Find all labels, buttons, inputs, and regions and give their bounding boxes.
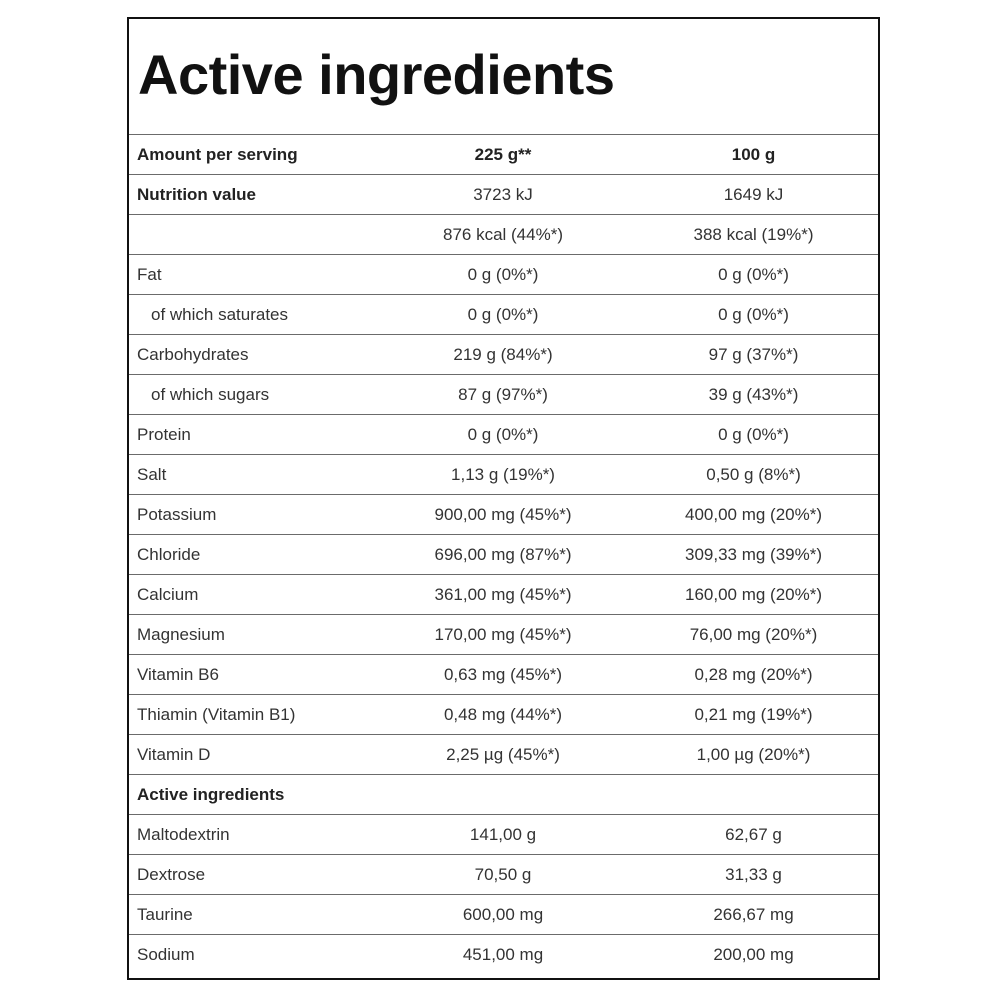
value-per-serving: 70,50 g [377,855,629,895]
table-row [129,695,878,735]
table-row [129,535,878,575]
value-per-100g: 388 kcal (19%*) [629,215,878,255]
table-row [129,655,878,695]
row-label: Maltodextrin [129,815,377,855]
value-per-100g: 100 g [629,135,878,175]
table-row [129,495,878,535]
value-per-100g: 0,50 g (8%*) [629,455,878,495]
value-per-serving: 876 kcal (44%*) [377,215,629,255]
table-row [129,295,878,335]
value-per-100g: 31,33 g [629,855,878,895]
row-label: Thiamin (Vitamin B1) [129,695,377,735]
value-per-serving: 3723 kJ [377,175,629,215]
value-per-serving: 0 g (0%*) [377,295,629,335]
table-row [129,335,878,375]
nutrition-table-frame [127,17,880,980]
row-label [129,215,377,255]
value-per-serving: 141,00 g [377,815,629,855]
value-per-serving: 696,00 mg (87%*) [377,535,629,575]
value-per-serving: 0,48 mg (44%*) [377,695,629,735]
value-per-serving: 170,00 mg (45%*) [377,615,629,655]
table-row [129,775,878,815]
value-per-100g: 0 g (0%*) [629,255,878,295]
value-per-serving: 1,13 g (19%*) [377,455,629,495]
table-row [129,575,878,615]
row-label: Taurine [129,895,377,935]
value-per-serving: 0 g (0%*) [377,415,629,455]
row-label: Fat [129,255,377,295]
row-label: Potassium [129,495,377,535]
value-per-serving: 219 g (84%*) [377,335,629,375]
value-per-serving: 0 g (0%*) [377,255,629,295]
value-per-serving: 900,00 mg (45%*) [377,495,629,535]
value-per-100g: 1,00 µg (20%*) [629,735,878,775]
table-row [129,735,878,775]
page-title: Active ingredients [129,19,878,135]
row-label: Salt [129,455,377,495]
value-per-100g: 76,00 mg (20%*) [629,615,878,655]
row-label: Active ingredients [129,775,377,815]
value-per-serving: 451,00 mg [462,944,544,964]
table-row [129,215,878,255]
value-per-100g: 266,67 mg [629,895,878,935]
row-label: Protein [129,415,377,455]
table-row [129,615,878,655]
value-per-100g: 97 g (37%*) [629,335,878,375]
value-per-100g: 39 g (43%*) [629,375,878,415]
row-label: Vitamin B6 [129,655,377,695]
row-label: Dextrose [129,855,377,895]
row-label: of which saturates [129,295,377,335]
row-label: Nutrition value [129,175,377,215]
table-row [129,855,878,895]
row-label: Chloride [129,535,377,575]
value-per-100g: 0 g (0%*) [629,295,878,335]
value-per-100g: 309,33 mg (39%*) [629,535,878,575]
value-per-100g: 1649 kJ [629,175,878,215]
row-label: Magnesium [129,615,377,655]
value-per-100g: 400,00 mg (20%*) [629,495,878,535]
value-per-serving: 225 g** [377,135,629,175]
row-label: Amount per serving [129,135,377,175]
table-row [129,175,878,215]
table-row [129,455,878,495]
nutrition-table [129,135,878,974]
table-row [129,375,878,415]
value-per-100g: 160,00 mg (20%*) [629,575,878,615]
row-label: Vitamin D [129,735,377,775]
value-per-100g: 62,67 g [629,815,878,855]
row-label: of which sugars [129,375,377,415]
table-row [129,935,878,975]
value-per-100g: 0,21 mg (19%*) [629,695,878,735]
table-row [129,135,878,175]
value-per-serving: 87 g (97%*) [377,375,629,415]
value-per-100g: 200,00 mg [713,944,794,964]
value-per-serving: 2,25 µg (45%*) [377,735,629,775]
value-per-serving [377,775,629,815]
table-row [129,415,878,455]
row-label: Carbohydrates [129,335,377,375]
value-per-serving: 361,00 mg (45%*) [377,575,629,615]
table-row [129,895,878,935]
value-per-serving: 600,00 mg [377,895,629,935]
value-per-serving: 0,63 mg (45%*) [377,655,629,695]
value-per-100g [629,775,878,815]
table-row [129,815,878,855]
table-row [129,255,878,295]
row-label: Calcium [129,575,377,615]
value-per-100g: 0 g (0%*) [629,415,878,455]
value-per-100g: 0,28 mg (20%*) [629,655,878,695]
row-label: Sodium [137,944,195,964]
